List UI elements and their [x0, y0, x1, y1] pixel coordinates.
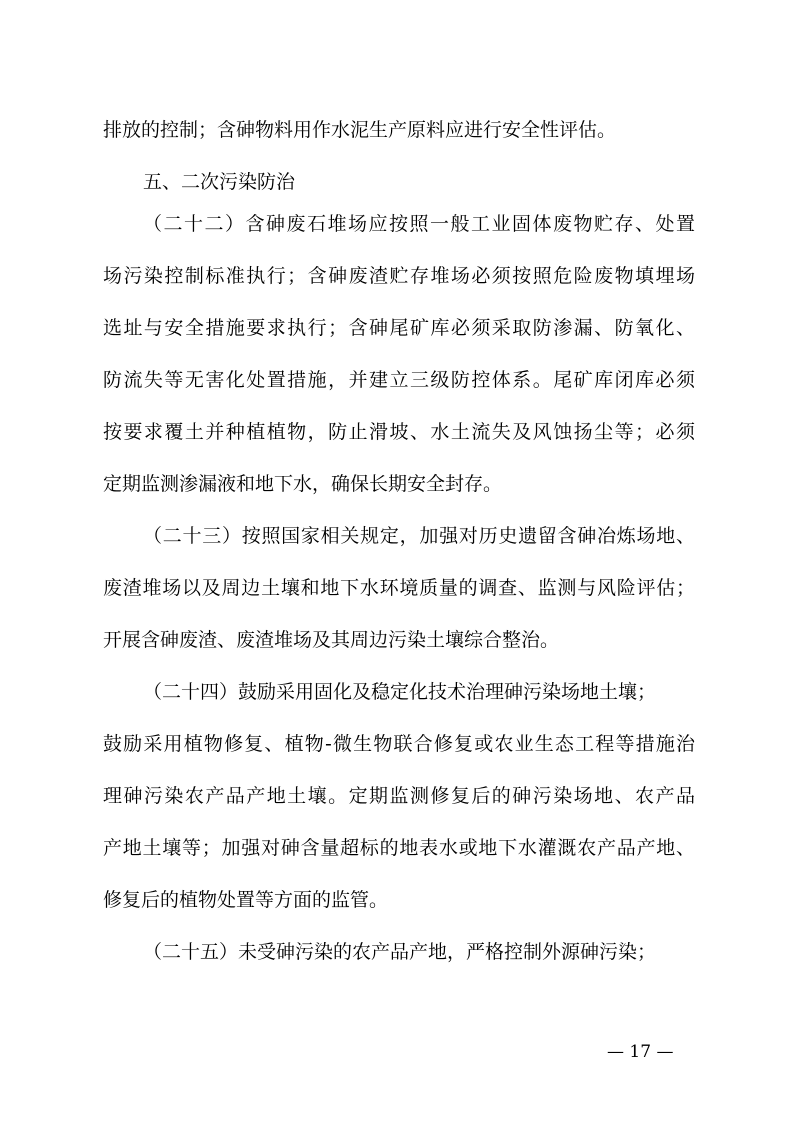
text-line: 废渣堆场以及周边土壤和地下水环境质量的调查、监测与风险评估；	[103, 577, 695, 599]
page-number: — 17 —	[607, 1042, 674, 1062]
text-line: 鼓励采用植物修复、植物-微生物联合修复或农业生态工程等措施治	[103, 733, 695, 755]
paragraph-start: （二十二）含砷废石堆场应按照一般工业固体废物贮存、处置	[143, 213, 695, 235]
text-line: 定期监测渗漏液和地下水，确保长期安全封存。	[103, 473, 503, 495]
text-line: 防流失等无害化处置措施，并建立三级防控体系。尾矿库闭库必须	[103, 369, 695, 391]
text-line: 开展含砷废渣、废渣堆场及其周边污染土壤综合整治。	[103, 629, 560, 651]
text-line: 按要求覆土并种植植物，防止滑坡、水土流失及风蚀扬尘等；必须	[103, 421, 695, 443]
text-line: 排放的控制；含砷物料用作水泥生产原料应进行安全性评估。	[103, 119, 617, 141]
paragraph-start: （二十五）未受砷污染的农产品产地，严格控制外源砷污染；	[143, 941, 657, 963]
paragraph-start: （二十四）鼓励采用固化及稳定化技术治理砷污染场地土壤；	[143, 681, 657, 703]
text-line: 理砷污染农产品产地土壤。定期监测修复后的砷污染场地、农产品	[103, 785, 695, 807]
text-line: 产地土壤等；加强对砷含量超标的地表水或地下水灌溉农产品产地、	[103, 837, 695, 859]
text-line: 选址与安全措施要求执行；含砷尾矿库必须采取防渗漏、防氧化、	[103, 317, 695, 339]
paragraph-start: （二十三）按照国家相关规定，加强对历史遗留含砷冶炼场地、	[143, 525, 695, 547]
section-heading: 五、二次污染防治	[143, 171, 296, 193]
text-line: 修复后的植物处置等方面的监管。	[103, 889, 389, 911]
text-line: 场污染控制标准执行；含砷废渣贮存堆场必须按照危险废物填埋场	[103, 265, 695, 287]
